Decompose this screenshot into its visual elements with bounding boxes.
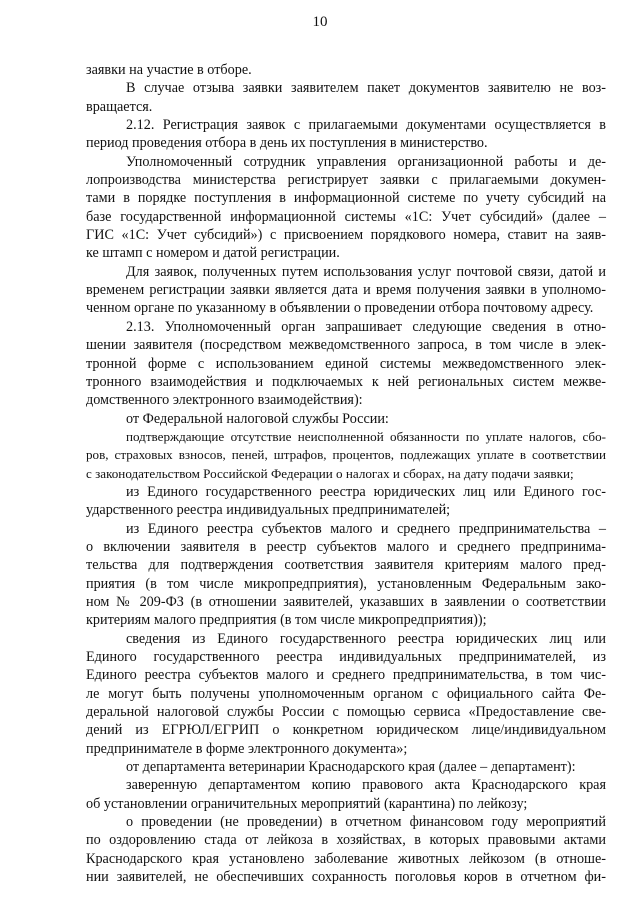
- text-line: домственного электронного взаимодействия):: [86, 392, 363, 409]
- text-line: тельства для подтверждения соответствия заявителя критериям малого пред-: [86, 557, 606, 574]
- text-line: тронного взаимодействия и подключаемых к ней региональных систем межве-: [86, 373, 606, 390]
- text-line: дений из ЕГРЮЛ/ЕГРИП о конкретном юридическом лице/индивидуальном: [86, 722, 606, 739]
- text-line: приятия (в том числе микропредприятия), установленным Федеральным зако-: [86, 575, 606, 592]
- text-line: заверенную департаментом копию правового акта Краснодарского края: [126, 777, 606, 794]
- text-line: Для заявок, полученных путем использования услуг почтовой связи, датой и: [126, 263, 606, 280]
- text-line: базе государственной информационной системы «1С: Учет субсидий» (далее –: [86, 208, 606, 225]
- document-body: [86, 61, 606, 886]
- text-line: ГИС «1С: Учет субсидий») с присвоением порядкового номера, ставит на заяв-: [86, 227, 606, 244]
- text-line: ном № 209-ФЗ (в отношении заявителей, указавших в заявлении о соответствии: [86, 593, 606, 610]
- text-line: Уполномоченный сотрудник управления организационной работы и де-: [126, 153, 606, 170]
- text-line: от департамента ветеринарии Краснодарского края (далее – департамент):: [126, 759, 576, 776]
- text-line: тронной форме с использованием единой системы межведомственного элек-: [86, 355, 606, 372]
- text-line: ченном органе по указанному в объявлении о проведении отбора почтовому адресу.: [86, 300, 594, 317]
- page-number: 10: [312, 14, 328, 30]
- text-line: Единого государственного реестра индивидуальных предпринимателей, из: [86, 649, 606, 665]
- text-line: ле могут быть получены уполномоченным органом с официального сайта Фе-: [86, 685, 606, 702]
- text-line: шении заявителя (посредством межведомственного запроса, в том числе в элек-: [86, 337, 606, 354]
- text-line: тами в порядке поступления в информационной системе по учету субсидий на: [86, 190, 606, 207]
- text-line: ке штамп с номером и датой регистрации.: [86, 245, 340, 262]
- text-line: об установлении ограничительных мероприятий (карантина) по лейкозу;: [86, 795, 528, 812]
- text-line: критериям малого предприятия (в том числе микропредприятия));: [86, 612, 487, 629]
- text-line: В случае отзыва заявки заявителем пакет документов заявителю не воз-: [126, 80, 606, 97]
- text-line: заявки на участие в отборе.: [86, 62, 252, 78]
- text-line: ров, страховых взносов, пеней, штрафов, процентов, подлежащих уплате в соответствии: [86, 447, 606, 463]
- text-line: подтверждающие отсутствие неисполненной обязанности по уплате налогов, сбо-: [126, 428, 606, 444]
- text-line: временем регистрации заявки является дата и время получения заявки в уполномо-: [86, 282, 606, 299]
- text-line: Краснодарского края установлено заболевание животных лейкозом (в отноше-: [86, 850, 606, 867]
- text-line: Единого реестра субъектов малого и среднего предпринимательства, в том чис-: [86, 667, 606, 684]
- text-line: нии заявителей, не обеспечивших сохранность поголовья коров в отчетном фи-: [86, 869, 606, 886]
- text-line: 2.13. Уполномоченный орган запрашивает следующие сведения в отно-: [126, 318, 606, 335]
- text-line: о включении заявителя в реестр субъектов малого и среднего предпринима-: [86, 538, 606, 555]
- text-line: с законодательством Российской Федерации о налогах и сборах, на дату подачи заявки;: [86, 465, 574, 481]
- text-line: по оздоровлению стада от лейкоза в хозяйствах, в которых правовыми актами: [86, 832, 606, 849]
- text-line: от Федеральной налоговой службы России:: [126, 410, 389, 427]
- text-line: лопроизводства министерства регистрирует заявки с прилагаемыми докумен-: [86, 172, 606, 189]
- text-line: 2.12. Регистрация заявок с прилагаемыми документами осуществляется в: [126, 117, 606, 134]
- text-line: деральной налоговой службы России с помощью сервиса «Предоставление све-: [86, 704, 606, 721]
- text-line: вращается.: [86, 98, 153, 115]
- text-line: о проведении (не проведении) в отчетном финансовом году мероприятий: [126, 814, 606, 831]
- text-line: из Единого государственного реестра юридических лиц или Единого гос-: [126, 483, 606, 500]
- text-line: период проведения отбора в день их поступления в министерство.: [86, 135, 488, 152]
- text-line: ударственного реестра индивидуальных предпринимателей;: [86, 502, 451, 519]
- text-line: сведения из Единого государственного реестра юридических лиц или: [126, 630, 606, 647]
- text-line: предпринимателе в форме электронного документа»;: [86, 740, 408, 757]
- text-line: из Единого реестра субъектов малого и среднего предпринимательства –: [126, 520, 606, 537]
